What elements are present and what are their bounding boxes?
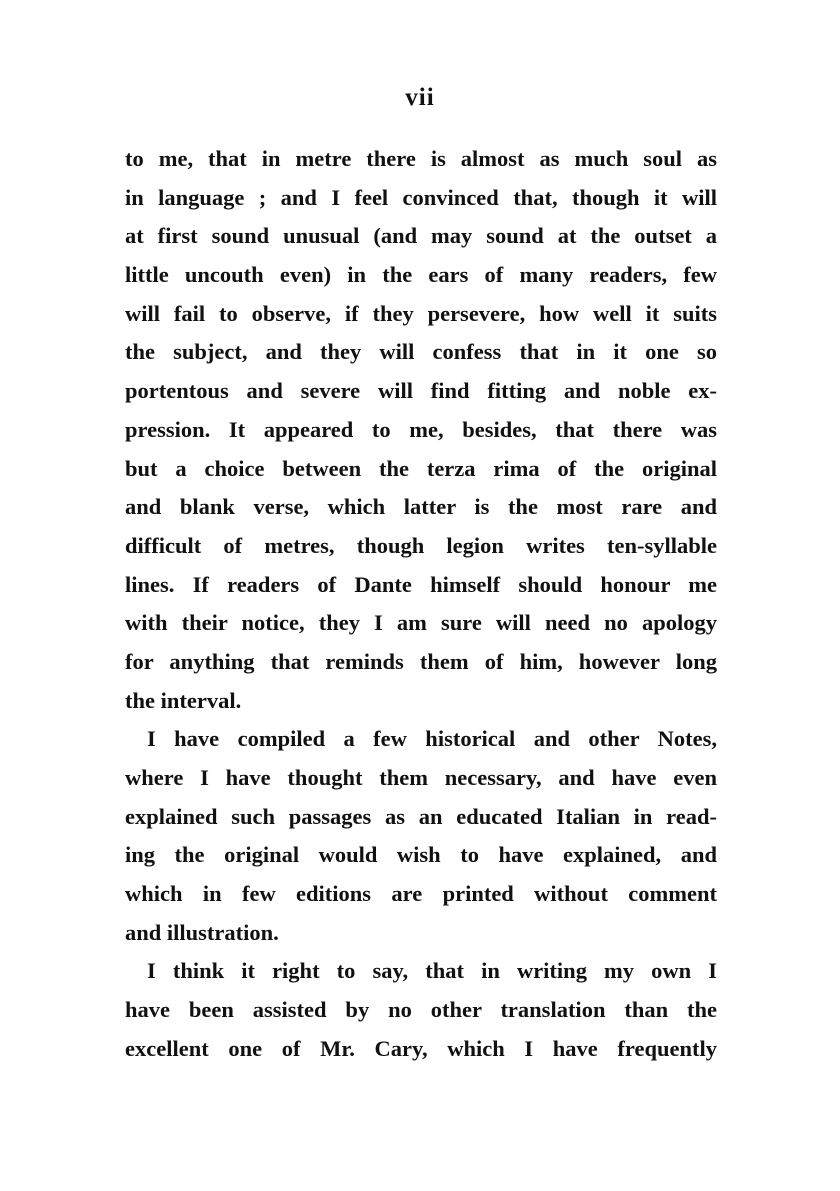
- text-line: I think it right to say, that in writing my own I: [147, 958, 717, 984]
- text-line: and illustration.: [125, 919, 279, 945]
- text-line: to me, that in metre there is almost as much soul as: [125, 146, 717, 171]
- body-text: [125, 140, 717, 1069]
- text-line: will fail to observe, if they persevere, how well it suits: [125, 300, 717, 326]
- text-line: which in few editions are printed without comment: [125, 881, 717, 907]
- text-line: for anything that reminds them of him, however long: [125, 648, 717, 674]
- text-line: have been assisted by no other translation than the: [125, 997, 717, 1023]
- text-line: and blank verse, which latter is the most rare and: [125, 494, 717, 520]
- text-line: excellent one of Mr. Cary, which I have frequently: [125, 1035, 717, 1061]
- text-line: but a choice between the terza rima of the original: [125, 455, 717, 481]
- text-line: in language ; and I feel convinced that, though it will: [125, 184, 717, 210]
- text-line: with their notice, they I am sure will need no apology: [125, 610, 717, 636]
- text-line: I have compiled a few historical and other Notes,: [147, 726, 717, 752]
- text-line: pression. It appeared to me, besides, that there was: [125, 416, 717, 442]
- text-line: where I have thought them necessary, and have even: [125, 765, 717, 790]
- text-line: lines. If readers of Dante himself should honour me: [125, 571, 717, 597]
- text-line: ing the original would wish to have explained, and: [125, 842, 717, 868]
- text-line: the subject, and they will confess that in it one so: [125, 339, 717, 365]
- text-line: explained such passages as an educated Italian in read-: [125, 803, 717, 829]
- page-number: vii: [405, 84, 435, 111]
- text-line: portentous and severe will find fitting and noble ex-: [125, 378, 717, 404]
- text-line: at first sound unusual (and may sound at the outset a: [125, 223, 717, 249]
- text-line: difficult of metres, though legion writes ten-syllable: [125, 532, 717, 558]
- text-line: little uncouth even) in the ears of many readers, few: [125, 262, 717, 288]
- text-line: the interval.: [125, 687, 242, 713]
